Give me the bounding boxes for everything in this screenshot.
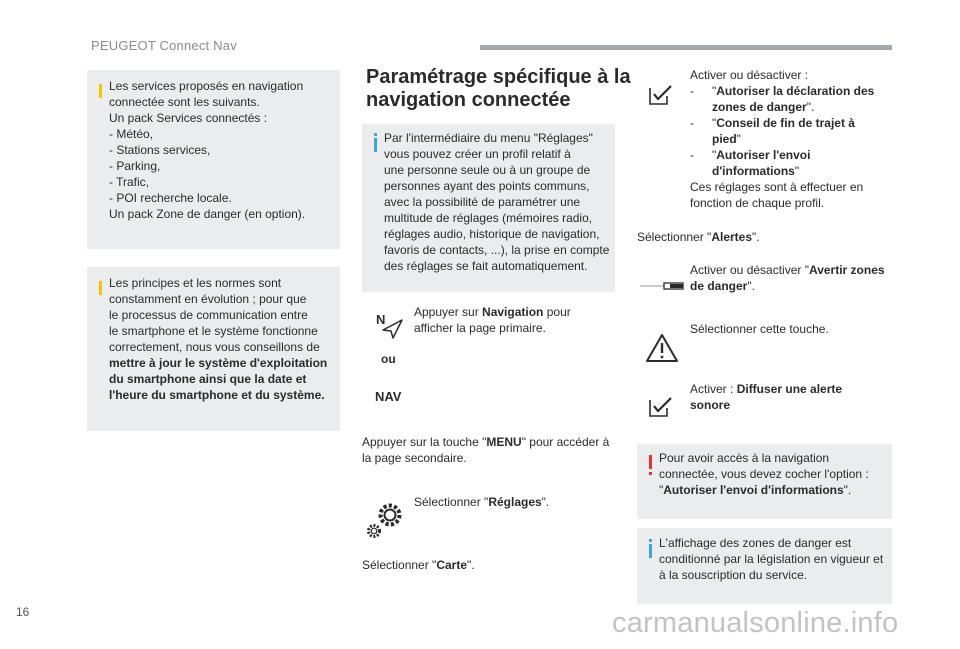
header-divider xyxy=(480,45,892,50)
settings-gears-icon xyxy=(366,499,408,541)
checkbox-checked-icon xyxy=(648,396,674,418)
diffuser-instruction: Activer : Diffuser une alerte sonore xyxy=(690,382,843,412)
profiles-text: Par l'intermédiaire du menu "Réglages" vous pouvez créer un profil relatif à une personne seule ou à un groupe de personnes ayant des points communs, avec la possibilité de paramétrer une multitude de réglages (mémoires radio, réglages audio, historique de navigation, favoris de contacts, ...), la prise en compte des réglages se fait automatiquement. xyxy=(384,131,610,273)
touche-instruction: Sélectionner cette touche. xyxy=(690,322,829,336)
arrow-cursor-icon xyxy=(380,318,404,340)
list-item: - "Conseil de fin de trajet à pied" xyxy=(690,116,855,146)
section-heading: Paramétrage spécifique à la navigation connectée xyxy=(366,66,631,111)
navigation-icon: N xyxy=(372,312,408,342)
smartphone-text: Les principes et les normes sont constamment en évolution ; pour que le processus de communication entre le smartphone et le système fonctionne correctement, nous vous conseillons de mettre à jour le système d'exploitation du smartphone ainsi que la date et l'heure du smartphone et du système. xyxy=(109,276,328,402)
alertes-instruction: Sélectionner "Alertes". xyxy=(637,230,760,244)
info-box-legislation xyxy=(637,528,892,604)
warning-text: Pour avoir accès à la navigation connectée, vous devez cocher l'option : "Autoriser l'envoi d'informations". xyxy=(659,451,869,497)
info-box-profiles xyxy=(362,124,615,292)
navigation-instruction: Appuyer sur Navigation pour afficher la page primaire. xyxy=(414,305,571,335)
warning-box xyxy=(637,444,892,519)
or-label: ou xyxy=(381,352,396,366)
warning-marker-icon xyxy=(649,455,652,469)
info-marker-icon xyxy=(374,138,377,152)
list-item: - "Autoriser la déclaration des zones de danger". xyxy=(690,84,875,114)
avertir-instruction: Activer ou désactiver "Avertir zones de danger". xyxy=(690,263,885,293)
info-box-smartphone xyxy=(87,267,340,431)
menu-instruction: Appuyer sur la touche "MENU" pour accéder à la page secondaire. xyxy=(362,435,610,465)
warning-triangle-icon xyxy=(645,333,679,363)
activate-settings-text: Activer ou désactiver : - "Autoriser la déclaration des zones de danger". - "Conseil de fin de trajet à pied" - "Autoriser l'envoi d'informations" Ces réglages sont à effectuer en fonction de chaque profil. xyxy=(690,67,890,211)
legislation-text: L'affichage des zones de danger est conditionné par la législation en vigueur et à la souscription du service. xyxy=(659,536,884,582)
list-item: - "Autoriser l'envoi d'informations" xyxy=(690,148,811,178)
nav-button-label: NAV xyxy=(375,389,402,404)
services-text: Les services proposés en navigation connectée sont les suivants. Un pack Services connectés : - Météo, - Stations services, - Parking, - Trafic, - POI recherche locale. Un pack Zone de danger (en option). xyxy=(109,79,306,221)
page-number: 16 xyxy=(16,605,30,619)
settings-instruction: Sélectionner "Réglages". xyxy=(414,495,550,509)
checkbox-checked-icon xyxy=(648,84,674,106)
carte-instruction: Sélectionner "Carte". xyxy=(362,558,475,572)
note-marker-icon xyxy=(99,281,102,295)
header-title: PEUGEOT Connect Nav xyxy=(91,38,237,53)
note-marker-icon xyxy=(99,84,102,98)
toggle-switch-icon xyxy=(640,280,684,292)
watermark: carmanualsonline.info xyxy=(612,607,899,639)
info-box-services xyxy=(87,70,340,249)
info-marker-icon xyxy=(649,544,652,558)
